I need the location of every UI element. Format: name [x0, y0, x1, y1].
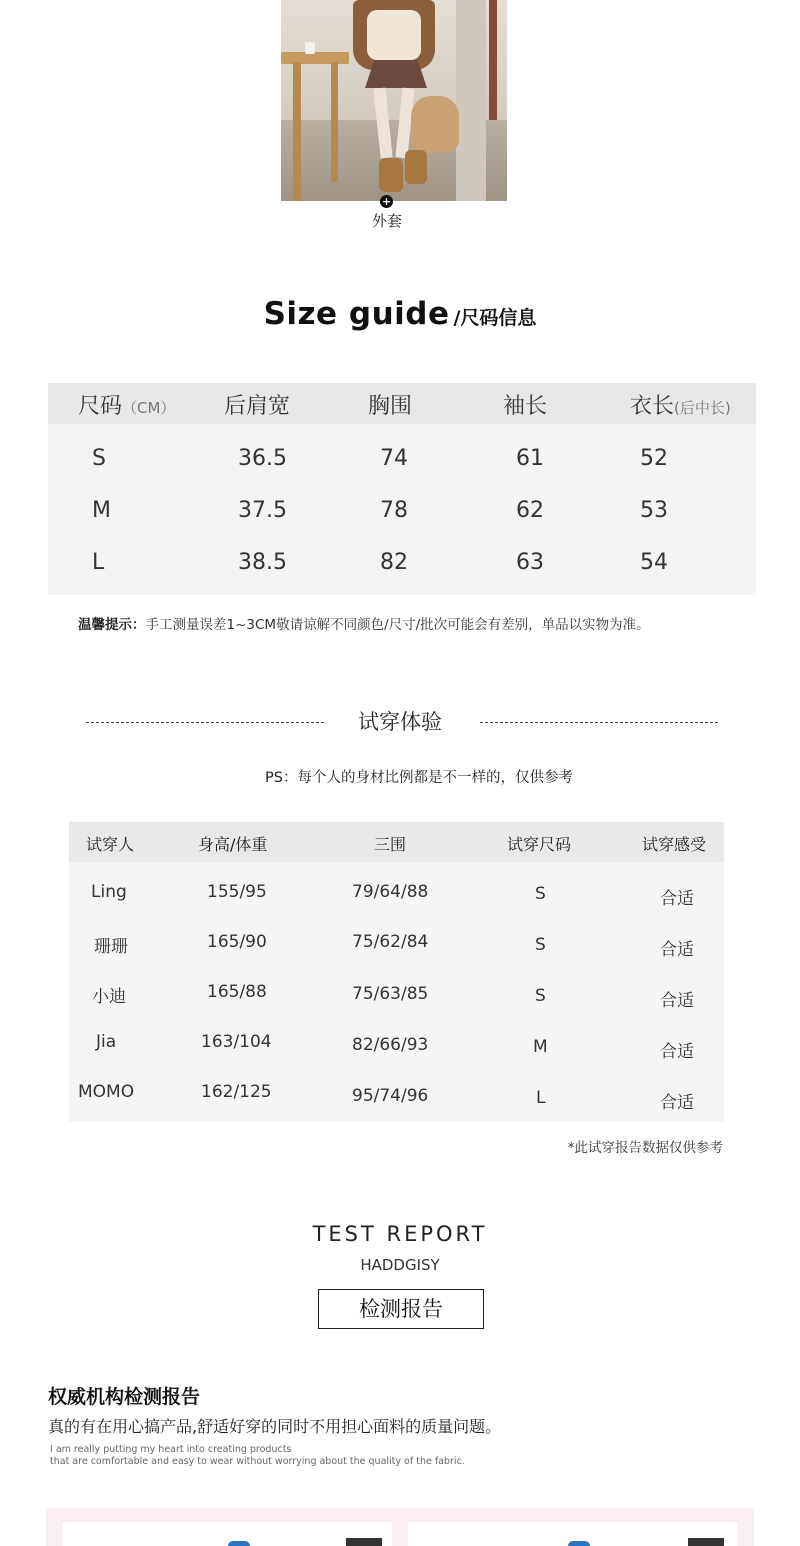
size-row-shoulder: 37.5 [238, 498, 287, 523]
report-qr-icon [688, 1538, 724, 1546]
photo-boot [379, 158, 403, 192]
product-caption: 外套 [371, 212, 402, 230]
size-row-sleeve: 61 [516, 446, 544, 471]
photo-boot [405, 150, 427, 184]
size-guide-title [0, 296, 800, 332]
try-row-person: Ling [91, 882, 127, 902]
header-feel: 试穿感受 [642, 835, 707, 854]
size-row-sleeve: 63 [516, 550, 544, 575]
header-shoulder: 后肩宽 [224, 394, 291, 419]
try-row-person: 珊珊 [94, 937, 128, 957]
try-row-person: MOMO [78, 1082, 135, 1102]
photo-collar [367, 10, 421, 60]
try-row-person: 小迪 [92, 987, 126, 1007]
size-row-size: L [92, 550, 105, 575]
authority-english-line1: I am really putting my heart into creating products [50, 1444, 292, 1455]
header-chest: 胸围 [368, 394, 413, 419]
size-tip-label: 温馨提示： [78, 617, 146, 633]
report-seal-icon [228, 1541, 250, 1546]
try-row-height-weight: 155/95 [207, 882, 267, 902]
try-row-feel: 合适 [660, 1093, 694, 1113]
try-row-measurements: 82/66/93 [352, 1035, 429, 1055]
test-report-title: TEST REPORT [312, 1222, 488, 1246]
header-size-label: 尺码 [78, 394, 123, 419]
size-row-shoulder: 38.5 [238, 550, 287, 575]
plus-icon: + [381, 195, 392, 208]
try-row-height-weight: 165/90 [207, 932, 267, 952]
try-row-measurements: 75/62/84 [352, 932, 429, 952]
try-row-size: S [535, 986, 546, 1006]
size-guide-title-cn: /尺码信息 [453, 307, 537, 329]
test-report-brand: HADDGISY [360, 1256, 440, 1274]
size-guide-title-en: Size guide [263, 296, 450, 332]
try-row-size: M [533, 1037, 548, 1057]
try-row-size: S [535, 935, 546, 955]
header-measurements: 三围 [374, 835, 407, 854]
header-size [78, 389, 175, 420]
header-person: 试穿人 [86, 835, 135, 854]
size-row-shoulder: 36.5 [238, 446, 287, 471]
try-row-measurements: 79/64/88 [352, 882, 429, 902]
product-photo [281, 0, 507, 201]
try-on-title: 试穿体验 [358, 710, 442, 734]
photo-pillar [456, 0, 486, 201]
try-row-size: S [535, 884, 546, 904]
photo-cup [305, 42, 315, 54]
authority-description: 真的有在用心搞产品,舒适好穿的同时不用担心面料的质量问题。 [48, 1417, 502, 1436]
divider-left [86, 722, 324, 723]
size-row-chest: 78 [380, 498, 408, 523]
size-row-sleeve: 62 [516, 498, 544, 523]
try-row-feel: 合适 [660, 940, 694, 960]
photo-table-leg [331, 62, 338, 182]
report-document-image [62, 1522, 392, 1546]
header-length-note: (后中长) [674, 399, 731, 417]
size-tip [78, 613, 650, 633]
size-tip-text: 手工测量误差1~3CM敬请谅解不同颜色/尺寸/批次可能会有差别，单品以实物为准。 [145, 617, 650, 633]
header-try-size: 试穿尺码 [507, 835, 572, 854]
try-row-height-weight: 165/88 [207, 982, 267, 1002]
try-row-feel: 合适 [660, 991, 694, 1011]
size-row-size: S [92, 446, 106, 471]
header-size-unit: （CM） [122, 399, 176, 417]
photo-post [489, 0, 497, 120]
authority-title: 权威机构检测报告 [48, 1386, 201, 1408]
header-height-weight: 身高/体重 [198, 835, 268, 854]
size-row-chest: 74 [380, 446, 408, 471]
size-row-size: M [92, 498, 111, 523]
photo-table [281, 52, 349, 64]
test-report-box: 检测报告 [318, 1289, 484, 1329]
photo-bag [411, 96, 459, 152]
header-sleeve: 袖长 [503, 394, 548, 419]
try-row-feel: 合适 [660, 889, 694, 909]
authority-english-line2: that are comfortable and easy to wear without worrying about the quality of the fabric. [50, 1456, 465, 1467]
try-row-height-weight: 163/104 [201, 1032, 272, 1052]
report-qr-icon [346, 1538, 382, 1546]
size-row-length: 52 [640, 446, 668, 471]
try-row-person: Jia [96, 1032, 117, 1052]
try-on-ps: PS：每个人的身材比例都是不一样的，仅供参考 [265, 770, 573, 786]
header-length-label: 衣长 [630, 394, 675, 419]
try-on-note: *此试穿报告数据仅供参考 [567, 1140, 723, 1156]
header-length [630, 389, 731, 420]
size-row-length: 53 [640, 498, 668, 523]
report-seal-icon [568, 1541, 590, 1546]
photo-table-leg [293, 62, 301, 201]
divider-right [480, 722, 718, 723]
try-row-measurements: 95/74/96 [352, 1086, 429, 1106]
try-on-table [69, 822, 724, 1122]
try-row-size: L [536, 1088, 546, 1108]
size-row-length: 54 [640, 550, 668, 575]
try-row-measurements: 75/63/85 [352, 984, 429, 1004]
size-row-chest: 82 [380, 550, 408, 575]
photo-skirt [365, 60, 427, 88]
try-row-feel: 合适 [660, 1042, 694, 1062]
try-row-height-weight: 162/125 [201, 1082, 272, 1102]
